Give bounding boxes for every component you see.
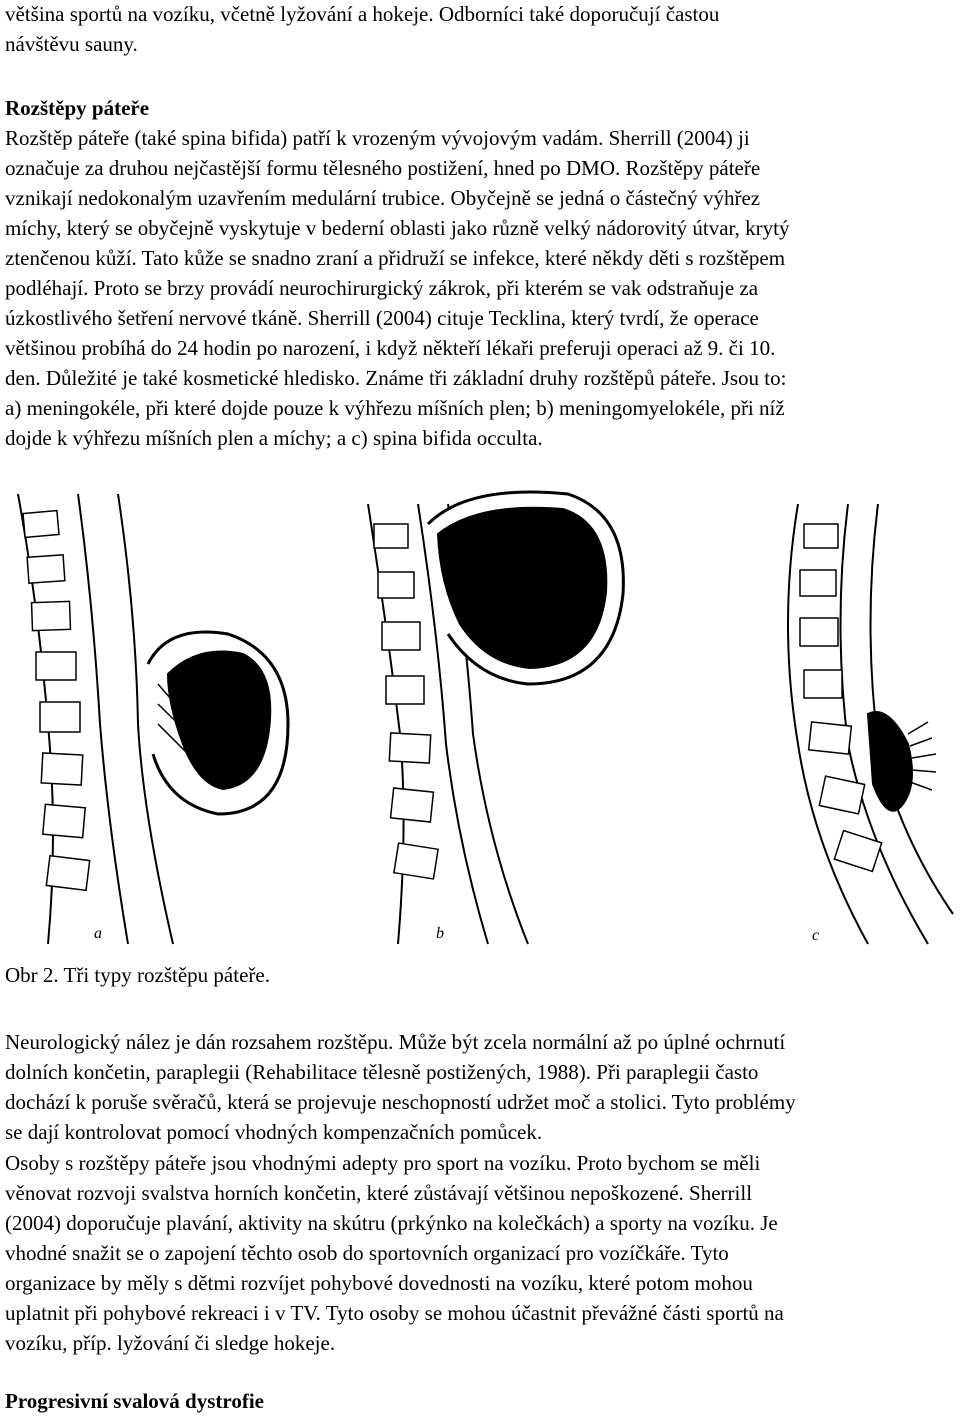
spina-bifida-illustration <box>8 484 956 946</box>
section-heading: Rozštěpy páteře <box>5 96 150 120</box>
text-line: organizace by měly s dětmi rozvíjet pohybové dovednosti na vozíku, které potom mohou <box>5 1271 753 1295</box>
section-spina-bifida <box>5 93 958 453</box>
text-line: většinou probíhá do 24 hodin po narození, i když někteří lékaři preferuji operaci až 9. či 10. <box>5 336 776 360</box>
text-line: vznikají nedokonalým uzavřením medulární trubice. Obyčejně se jedná o částečný výhřez <box>5 186 761 210</box>
sport-paragraph <box>5 1148 958 1358</box>
text-line: úzkostlivého šetření nervové tkáně. Sherrill (2004) cituje Tecklina, který tvrdí, že operace <box>5 306 759 330</box>
text-line: míchy, který se obyčejně vyskytuje v bederní oblasti jako různě velký nádorovitý útvar, krytý <box>5 216 790 240</box>
diagram-meningocele <box>18 494 288 944</box>
text-line: Rozštěp páteře (také spina bifida) patří k vrozeným vývojovým vadám. Sherrill (2004) ji <box>5 126 750 150</box>
text-line: Osoby s rozštěpy páteře jsou vhodnými adepty pro sport na vozíku. Proto bychom se měli <box>5 1151 761 1175</box>
diagram-meningomyelocele <box>368 492 623 944</box>
text-line: (2004) doporučuje plavání, aktivity na skútru (prkýnko na kolečkách) a sporty na vozíku. Je <box>5 1211 778 1235</box>
text-line: den. Důležité je také kosmetické hledisko. Známe tři základní druhy rozštěpů páteře. Jsou to: <box>5 366 787 390</box>
text-line: uplatnit při pohybové rekreaci i v TV. Tyto osoby se mohou účastnit převážné části sportů na <box>5 1301 784 1325</box>
diagram-spina-bifida-occulta <box>788 504 953 944</box>
text-line: většina sportů na vozíku, včetně lyžování a hokeje. Odborníci také doporučují častou <box>5 2 720 26</box>
text-line: označuje za druhou nejčastější formu tělesného postižení, hned po DMO. Rozštěpy páteře <box>5 156 761 180</box>
text-line: věnovat rozvoji svalstva horních končetin, které zůstávají většinou nepoškozené. Sherrill <box>5 1181 753 1205</box>
text-line: dojde k výhřezu míšních plen a míchy; a c) spina bifida occulta. <box>5 426 543 450</box>
figure-label-a: a <box>94 925 102 942</box>
section-heading: Progresivní svalová dystrofie <box>5 1389 264 1413</box>
figure-caption: Obr 2. Tři typy rozštěpu páteře. <box>5 963 270 987</box>
text-line: dochází k poruše svěračů, která se projevuje neschopností udržet moč a stolici. Tyto problémy <box>5 1090 796 1114</box>
text-line: ztenčenou kůží. Tato kůže se snadno zraní a přidruží se infekce, které někdy děti s rozštěpem <box>5 246 786 270</box>
text-line: návštěvu sauny. <box>5 32 138 56</box>
text-line: Neurologický nález je dán rozsahem rozštěpu. Může být zcela normální až po úplné ochrnutí <box>5 1030 786 1054</box>
text-line: a) meningokéle, při které dojde pouze k výhřezu míšních plen; b) meningomyelokéle, při níž <box>5 396 785 420</box>
figure-label-c: c <box>812 927 820 944</box>
text-line: podléhají. Proto se brzy provádí neurochirurgický zákrok, při kterém se vak odstraňuje za <box>5 276 759 300</box>
figure-label-b: b <box>436 925 444 942</box>
neurology-paragraph <box>5 1027 958 1147</box>
text-line: vhodné snažit se o zapojení těchto osob do sportovních organizací pro vozíčkáře. Tyto <box>5 1241 729 1265</box>
text-line: se dají kontrolovat pomocí vhodných kompenzačních pomůcek. <box>5 1120 543 1144</box>
text-line: vozíku, příp. lyžování či sledge hokeje. <box>5 1331 336 1355</box>
text-line: dolních končetin, paraplegii (Rehabilitace tělesně postižených, 1988). Při paraplegii často <box>5 1060 759 1084</box>
intro-paragraph <box>5 0 958 59</box>
